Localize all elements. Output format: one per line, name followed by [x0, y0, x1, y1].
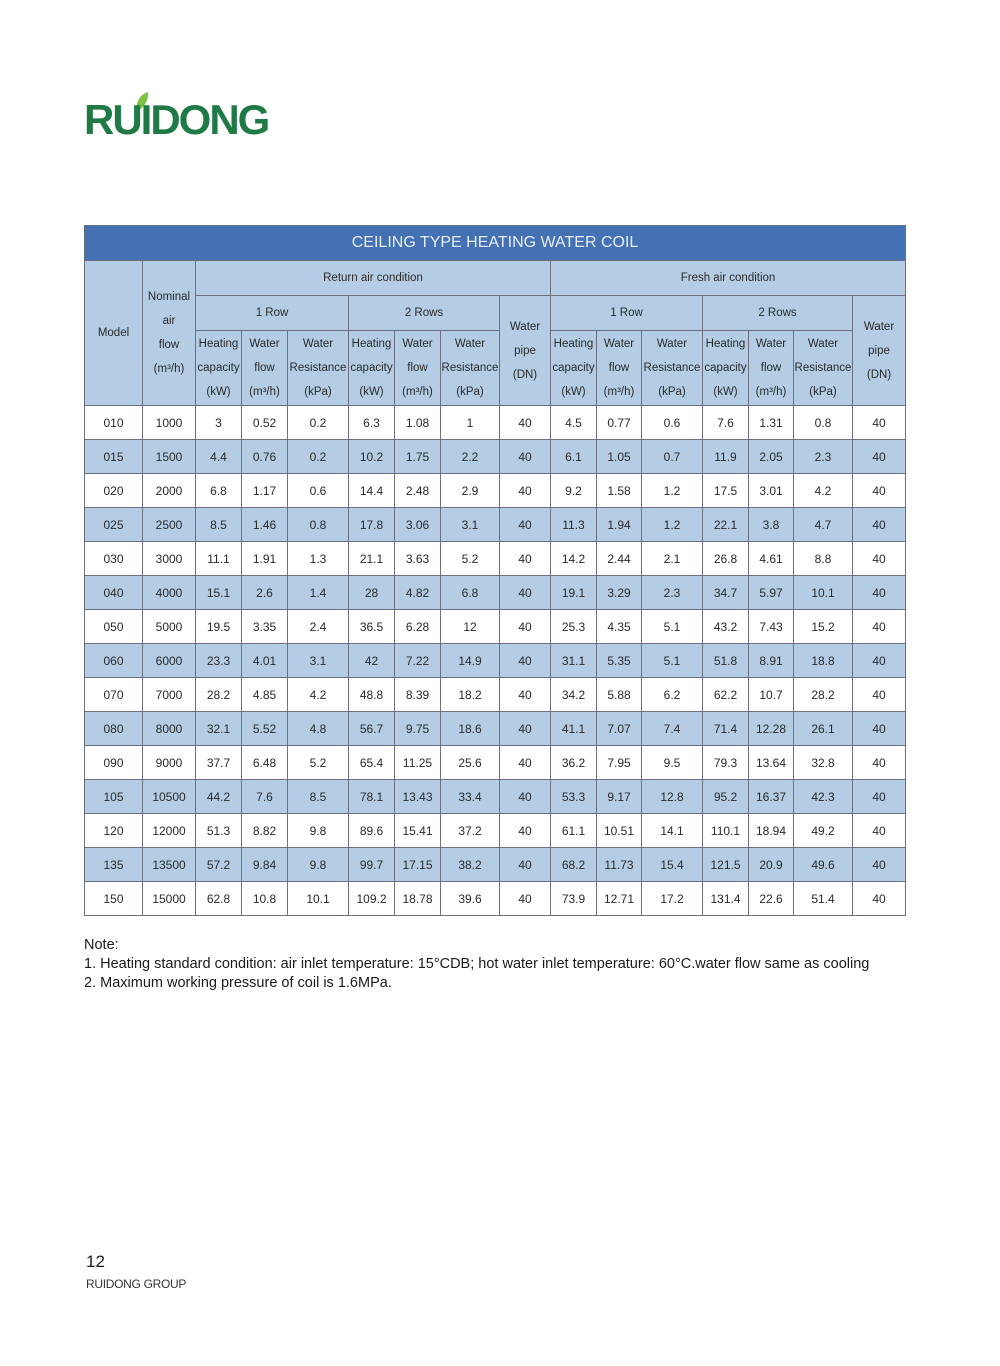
fresh-1row-flow-cell: 1.94 — [597, 508, 642, 542]
fresh-2rows-flow-cell: 20.9 — [749, 848, 794, 882]
model-cell: 070 — [85, 678, 143, 712]
model-cell: 120 — [85, 814, 143, 848]
table-row — [85, 780, 906, 814]
return-2rows-flow-cell: 15.41 — [395, 814, 441, 848]
model-cell: 150 — [85, 882, 143, 916]
nominal-air-flow-cell: 2000 — [143, 474, 196, 508]
fresh-1row-flow-cell: 4.35 — [597, 610, 642, 644]
model-cell: 040 — [85, 576, 143, 610]
return-2rows-heating-cell: 89.6 — [349, 814, 395, 848]
return-1row-resistance-cell: 4.2 — [288, 678, 349, 712]
return-2rows-flow-cell: 11.25 — [395, 746, 441, 780]
fresh-water-pipe-cell: 40 — [853, 780, 906, 814]
fresh-1-row-resistance-header: Water Resistance (kPa) — [642, 331, 703, 406]
return-2rows-resistance-cell: 12 — [441, 610, 500, 644]
return-1row-heating-cell: 4.4 — [196, 440, 242, 474]
fresh-2rows-flow-cell: 16.37 — [749, 780, 794, 814]
fresh-1-row-heating-header: Heating capacity (kW) — [551, 331, 597, 406]
nominal-air-flow-cell: 9000 — [143, 746, 196, 780]
table-row — [85, 848, 906, 882]
fresh-1row-heating-cell: 68.2 — [551, 848, 597, 882]
fresh-water-pipe-cell: 40 — [853, 848, 906, 882]
return-2rows-resistance-cell: 2.9 — [441, 474, 500, 508]
fresh-2rows-resistance-cell: 4.2 — [794, 474, 853, 508]
return-1row-heating-cell: 15.1 — [196, 576, 242, 610]
fresh-2rows-resistance-cell: 49.2 — [794, 814, 853, 848]
model-cell: 105 — [85, 780, 143, 814]
fresh-2rows-heating-cell: 22.1 — [703, 508, 749, 542]
fresh-water-pipe-cell: 40 — [853, 440, 906, 474]
return-1row-flow-cell: 4.85 — [242, 678, 288, 712]
fresh-2rows-resistance-cell: 0.8 — [794, 406, 853, 440]
return-2rows-heating-cell: 6.3 — [349, 406, 395, 440]
fresh-1row-heating-cell: 4.5 — [551, 406, 597, 440]
return-1row-flow-cell: 3.35 — [242, 610, 288, 644]
fresh-1row-resistance-cell: 5.1 — [642, 644, 703, 678]
fresh-1row-heating-cell: 36.2 — [551, 746, 597, 780]
nominal-air-flow-cell: 1000 — [143, 406, 196, 440]
fresh-1row-resistance-cell: 1.2 — [642, 474, 703, 508]
return-water-pipe-header: Water pipe (DN) — [500, 296, 551, 406]
fresh-1row-flow-cell: 12.71 — [597, 882, 642, 916]
footer-company: RUIDONG GROUP — [86, 1277, 187, 1291]
fresh-1-row-flow-header: Water flow (m³/h) — [597, 331, 642, 406]
fresh-water-pipe-header: Water pipe (DN) — [853, 296, 906, 406]
table-row — [85, 610, 906, 644]
return-2rows-resistance-cell: 25.6 — [441, 746, 500, 780]
return-2rows-heating-cell: 42 — [349, 644, 395, 678]
return-water-pipe-cell: 40 — [500, 882, 551, 916]
fresh-water-pipe-cell: 40 — [853, 542, 906, 576]
fresh-2rows-resistance-cell: 18.8 — [794, 644, 853, 678]
fresh-2rows-resistance-cell: 2.3 — [794, 440, 853, 474]
fresh-2rows-heating-cell: 131.4 — [703, 882, 749, 916]
return-1row-resistance-cell: 0.2 — [288, 406, 349, 440]
fresh-water-pipe-cell: 40 — [853, 644, 906, 678]
fresh-1row-flow-cell: 9.17 — [597, 780, 642, 814]
table-row — [85, 678, 906, 712]
fresh-2-rows-heating-header: Heating capacity (kW) — [703, 331, 749, 406]
return-1row-resistance-cell: 9.8 — [288, 848, 349, 882]
return-1-row-resistance-header: Water Resistance (kPa) — [288, 331, 349, 406]
fresh-1row-heating-cell: 73.9 — [551, 882, 597, 916]
fresh-1row-flow-cell: 10.51 — [597, 814, 642, 848]
fresh-2rows-heating-cell: 121.5 — [703, 848, 749, 882]
note-item: 1. Heating standard condition: air inlet temperature: 15°CDB; hot water inlet temperature: 60°C.water flow same as cooling — [84, 956, 870, 972]
fresh-2rows-flow-cell: 2.05 — [749, 440, 794, 474]
table-row — [85, 406, 906, 440]
fresh-water-pipe-cell: 40 — [853, 746, 906, 780]
table-row — [85, 440, 906, 474]
return-2rows-flow-cell: 1.08 — [395, 406, 441, 440]
fresh-1row-heating-cell: 11.3 — [551, 508, 597, 542]
return-water-pipe-cell: 40 — [500, 542, 551, 576]
notes-heading: Note: — [84, 937, 119, 953]
fresh-2rows-resistance-cell: 28.2 — [794, 678, 853, 712]
fresh-2rows-flow-cell: 13.64 — [749, 746, 794, 780]
fresh-water-pipe-cell: 40 — [853, 882, 906, 916]
return-air-condition-header: Return air condition — [196, 261, 551, 296]
return-1-row-header: 1 Row — [196, 296, 349, 331]
return-1row-flow-cell: 4.01 — [242, 644, 288, 678]
return-1row-resistance-cell: 4.8 — [288, 712, 349, 746]
fresh-1row-flow-cell: 3.29 — [597, 576, 642, 610]
return-1row-resistance-cell: 0.2 — [288, 440, 349, 474]
fresh-1row-resistance-cell: 0.6 — [642, 406, 703, 440]
return-water-pipe-cell: 40 — [500, 474, 551, 508]
return-1row-flow-cell: 2.6 — [242, 576, 288, 610]
table-row — [85, 474, 906, 508]
fresh-1row-resistance-cell: 9.5 — [642, 746, 703, 780]
fresh-1row-flow-cell: 5.35 — [597, 644, 642, 678]
return-water-pipe-cell: 40 — [500, 814, 551, 848]
model-cell: 080 — [85, 712, 143, 746]
return-2rows-flow-cell: 17.15 — [395, 848, 441, 882]
nominal-air-flow-cell: 6000 — [143, 644, 196, 678]
return-1row-heating-cell: 3 — [196, 406, 242, 440]
return-2rows-resistance-cell: 37.2 — [441, 814, 500, 848]
return-2-rows-header: 2 Rows — [349, 296, 500, 331]
return-1-row-flow-header: Water flow (m³/h) — [242, 331, 288, 406]
fresh-water-pipe-cell: 40 — [853, 678, 906, 712]
fresh-1row-resistance-cell: 17.2 — [642, 882, 703, 916]
fresh-water-pipe-cell: 40 — [853, 406, 906, 440]
return-2rows-heating-cell: 21.1 — [349, 542, 395, 576]
fresh-2rows-heating-cell: 71.4 — [703, 712, 749, 746]
return-water-pipe-cell: 40 — [500, 678, 551, 712]
return-2rows-flow-cell: 3.06 — [395, 508, 441, 542]
nominal-air-flow-cell: 3000 — [143, 542, 196, 576]
return-water-pipe-cell: 40 — [500, 848, 551, 882]
nominal-air-flow-header: Nominal air flow (m³/h) — [143, 261, 196, 406]
return-1row-resistance-cell: 0.8 — [288, 508, 349, 542]
return-2rows-heating-cell: 36.5 — [349, 610, 395, 644]
return-1row-resistance-cell: 5.2 — [288, 746, 349, 780]
return-1row-resistance-cell: 1.3 — [288, 542, 349, 576]
fresh-2rows-heating-cell: 95.2 — [703, 780, 749, 814]
return-1row-flow-cell: 1.91 — [242, 542, 288, 576]
return-2rows-resistance-cell: 39.6 — [441, 882, 500, 916]
notes — [84, 936, 869, 993]
return-1row-heating-cell: 6.8 — [196, 474, 242, 508]
fresh-1row-resistance-cell: 2.3 — [642, 576, 703, 610]
return-2rows-flow-cell: 18.78 — [395, 882, 441, 916]
fresh-1row-heating-cell: 34.2 — [551, 678, 597, 712]
fresh-2rows-heating-cell: 26.8 — [703, 542, 749, 576]
return-2rows-resistance-cell: 38.2 — [441, 848, 500, 882]
return-1row-heating-cell: 23.3 — [196, 644, 242, 678]
fresh-1row-heating-cell: 14.2 — [551, 542, 597, 576]
fresh-1row-flow-cell: 1.05 — [597, 440, 642, 474]
model-cell: 015 — [85, 440, 143, 474]
nominal-air-flow-cell: 5000 — [143, 610, 196, 644]
fresh-2rows-resistance-cell: 49.6 — [794, 848, 853, 882]
model-cell: 050 — [85, 610, 143, 644]
return-2rows-resistance-cell: 2.2 — [441, 440, 500, 474]
return-2rows-heating-cell: 109.2 — [349, 882, 395, 916]
fresh-2rows-heating-cell: 7.6 — [703, 406, 749, 440]
fresh-2rows-flow-cell: 12.28 — [749, 712, 794, 746]
return-water-pipe-cell: 40 — [500, 644, 551, 678]
table-row — [85, 882, 906, 916]
fresh-2rows-flow-cell: 10.7 — [749, 678, 794, 712]
return-1row-heating-cell: 32.1 — [196, 712, 242, 746]
return-1row-resistance-cell: 9.8 — [288, 814, 349, 848]
fresh-2-rows-resistance-header: Water Resistance (kPa) — [794, 331, 853, 406]
return-2rows-resistance-cell: 6.8 — [441, 576, 500, 610]
nominal-air-flow-cell: 1500 — [143, 440, 196, 474]
return-1row-heating-cell: 44.2 — [196, 780, 242, 814]
return-1row-resistance-cell: 10.1 — [288, 882, 349, 916]
return-2-rows-flow-header: Water flow (m³/h) — [395, 331, 441, 406]
fresh-2rows-heating-cell: 17.5 — [703, 474, 749, 508]
fresh-1row-resistance-cell: 15.4 — [642, 848, 703, 882]
table-row — [85, 508, 906, 542]
fresh-1-row-header: 1 Row — [551, 296, 703, 331]
return-water-pipe-cell: 40 — [500, 780, 551, 814]
fresh-1row-resistance-cell: 7.4 — [642, 712, 703, 746]
model-cell: 090 — [85, 746, 143, 780]
fresh-1row-resistance-cell: 12.8 — [642, 780, 703, 814]
nominal-air-flow-cell: 7000 — [143, 678, 196, 712]
return-2rows-resistance-cell: 5.2 — [441, 542, 500, 576]
fresh-water-pipe-cell: 40 — [853, 712, 906, 746]
return-1row-resistance-cell: 3.1 — [288, 644, 349, 678]
fresh-water-pipe-cell: 40 — [853, 576, 906, 610]
return-2rows-resistance-cell: 18.2 — [441, 678, 500, 712]
return-2rows-heating-cell: 14.4 — [349, 474, 395, 508]
table-row — [85, 644, 906, 678]
return-2-rows-resistance-header: Water Resistance (kPa) — [441, 331, 500, 406]
nominal-air-flow-cell: 2500 — [143, 508, 196, 542]
model-cell: 030 — [85, 542, 143, 576]
return-1row-heating-cell: 11.1 — [196, 542, 242, 576]
return-2rows-flow-cell: 3.63 — [395, 542, 441, 576]
return-2rows-flow-cell: 2.48 — [395, 474, 441, 508]
fresh-water-pipe-cell: 40 — [853, 474, 906, 508]
fresh-2rows-resistance-cell: 15.2 — [794, 610, 853, 644]
return-1row-flow-cell: 5.52 — [242, 712, 288, 746]
return-2rows-resistance-cell: 18.6 — [441, 712, 500, 746]
return-1row-flow-cell: 0.76 — [242, 440, 288, 474]
return-1row-resistance-cell: 2.4 — [288, 610, 349, 644]
fresh-2rows-flow-cell: 8.91 — [749, 644, 794, 678]
fresh-2rows-resistance-cell: 32.8 — [794, 746, 853, 780]
return-1row-flow-cell: 1.46 — [242, 508, 288, 542]
table-row — [85, 746, 906, 780]
fresh-1row-resistance-cell: 0.7 — [642, 440, 703, 474]
fresh-2rows-flow-cell: 5.97 — [749, 576, 794, 610]
fresh-water-pipe-cell: 40 — [853, 508, 906, 542]
return-1-row-heating-header: Heating capacity (kW) — [196, 331, 242, 406]
nominal-air-flow-cell: 13500 — [143, 848, 196, 882]
fresh-1row-flow-cell: 5.88 — [597, 678, 642, 712]
fresh-2rows-resistance-cell: 42.3 — [794, 780, 853, 814]
ruidong-logo — [84, 92, 284, 144]
fresh-1row-resistance-cell: 6.2 — [642, 678, 703, 712]
fresh-1row-heating-cell: 19.1 — [551, 576, 597, 610]
return-2rows-flow-cell: 9.75 — [395, 712, 441, 746]
fresh-2-rows-flow-header: Water flow (m³/h) — [749, 331, 794, 406]
return-1row-heating-cell: 62.8 — [196, 882, 242, 916]
return-2rows-heating-cell: 65.4 — [349, 746, 395, 780]
logo-text: RUIDONG — [84, 96, 269, 143]
return-2rows-resistance-cell: 1 — [441, 406, 500, 440]
fresh-2rows-heating-cell: 110.1 — [703, 814, 749, 848]
fresh-2rows-heating-cell: 11.9 — [703, 440, 749, 474]
return-water-pipe-cell: 40 — [500, 440, 551, 474]
fresh-1row-heating-cell: 61.1 — [551, 814, 597, 848]
fresh-2rows-flow-cell: 4.61 — [749, 542, 794, 576]
return-1row-heating-cell: 19.5 — [196, 610, 242, 644]
fresh-1row-flow-cell: 7.95 — [597, 746, 642, 780]
fresh-2rows-resistance-cell: 51.4 — [794, 882, 853, 916]
fresh-2rows-resistance-cell: 26.1 — [794, 712, 853, 746]
fresh-2-rows-header: 2 Rows — [703, 296, 853, 331]
return-2rows-flow-cell: 1.75 — [395, 440, 441, 474]
return-2rows-flow-cell: 4.82 — [395, 576, 441, 610]
fresh-2rows-resistance-cell: 4.7 — [794, 508, 853, 542]
return-2rows-flow-cell: 7.22 — [395, 644, 441, 678]
return-2rows-heating-cell: 56.7 — [349, 712, 395, 746]
fresh-2rows-heating-cell: 79.3 — [703, 746, 749, 780]
fresh-1row-resistance-cell: 14.1 — [642, 814, 703, 848]
return-1row-flow-cell: 6.48 — [242, 746, 288, 780]
table-row — [85, 576, 906, 610]
return-1row-flow-cell: 1.17 — [242, 474, 288, 508]
fresh-1row-resistance-cell: 5.1 — [642, 610, 703, 644]
model-cell: 135 — [85, 848, 143, 882]
return-water-pipe-cell: 40 — [500, 508, 551, 542]
return-1row-heating-cell: 28.2 — [196, 678, 242, 712]
return-2rows-resistance-cell: 3.1 — [441, 508, 500, 542]
table-title: CEILING TYPE HEATING WATER COIL — [85, 226, 906, 261]
return-2rows-resistance-cell: 33.4 — [441, 780, 500, 814]
return-1row-flow-cell: 10.8 — [242, 882, 288, 916]
return-2rows-heating-cell: 99.7 — [349, 848, 395, 882]
model-cell: 020 — [85, 474, 143, 508]
return-1row-heating-cell: 57.2 — [196, 848, 242, 882]
fresh-2rows-flow-cell: 18.94 — [749, 814, 794, 848]
return-2rows-flow-cell: 6.28 — [395, 610, 441, 644]
nominal-air-flow-cell: 8000 — [143, 712, 196, 746]
return-1row-resistance-cell: 8.5 — [288, 780, 349, 814]
return-1row-flow-cell: 0.52 — [242, 406, 288, 440]
return-water-pipe-cell: 40 — [500, 746, 551, 780]
heating-coil-spec-table — [84, 225, 906, 916]
return-2-rows-heating-header: Heating capacity (kW) — [349, 331, 395, 406]
page-number: 12 — [86, 1252, 105, 1271]
fresh-2rows-heating-cell: 43.2 — [703, 610, 749, 644]
model-cell: 060 — [85, 644, 143, 678]
return-1row-heating-cell: 51.3 — [196, 814, 242, 848]
note-item: 2. Maximum working pressure of coil is 1.6MPa. — [84, 975, 392, 991]
return-2rows-heating-cell: 48.8 — [349, 678, 395, 712]
fresh-water-pipe-cell: 40 — [853, 610, 906, 644]
return-2rows-heating-cell: 10.2 — [349, 440, 395, 474]
fresh-1row-heating-cell: 9.2 — [551, 474, 597, 508]
return-1row-resistance-cell: 1.4 — [288, 576, 349, 610]
fresh-2rows-heating-cell: 51.8 — [703, 644, 749, 678]
fresh-2rows-flow-cell: 3.01 — [749, 474, 794, 508]
fresh-1row-heating-cell: 41.1 — [551, 712, 597, 746]
fresh-2rows-flow-cell: 7.43 — [749, 610, 794, 644]
fresh-2rows-resistance-cell: 8.8 — [794, 542, 853, 576]
return-2rows-resistance-cell: 14.9 — [441, 644, 500, 678]
table-row — [85, 814, 906, 848]
fresh-1row-flow-cell: 7.07 — [597, 712, 642, 746]
return-1row-heating-cell: 8.5 — [196, 508, 242, 542]
return-water-pipe-cell: 40 — [500, 610, 551, 644]
fresh-2rows-heating-cell: 62.2 — [703, 678, 749, 712]
fresh-2rows-heating-cell: 34.7 — [703, 576, 749, 610]
return-1row-flow-cell: 9.84 — [242, 848, 288, 882]
fresh-1row-heating-cell: 53.3 — [551, 780, 597, 814]
fresh-1row-heating-cell: 31.1 — [551, 644, 597, 678]
model-cell: 025 — [85, 508, 143, 542]
return-2rows-flow-cell: 8.39 — [395, 678, 441, 712]
fresh-1row-flow-cell: 0.77 — [597, 406, 642, 440]
fresh-2rows-flow-cell: 22.6 — [749, 882, 794, 916]
fresh-1row-flow-cell: 1.58 — [597, 474, 642, 508]
nominal-air-flow-cell: 12000 — [143, 814, 196, 848]
return-2rows-heating-cell: 78.1 — [349, 780, 395, 814]
return-2rows-flow-cell: 13.43 — [395, 780, 441, 814]
fresh-1row-heating-cell: 6.1 — [551, 440, 597, 474]
fresh-2rows-flow-cell: 3.8 — [749, 508, 794, 542]
table-row — [85, 542, 906, 576]
table-row — [85, 712, 906, 746]
return-water-pipe-cell: 40 — [500, 406, 551, 440]
return-2rows-heating-cell: 28 — [349, 576, 395, 610]
return-1row-flow-cell: 7.6 — [242, 780, 288, 814]
fresh-water-pipe-cell: 40 — [853, 814, 906, 848]
fresh-2rows-flow-cell: 1.31 — [749, 406, 794, 440]
fresh-1row-flow-cell: 2.44 — [597, 542, 642, 576]
return-water-pipe-cell: 40 — [500, 576, 551, 610]
nominal-air-flow-cell: 15000 — [143, 882, 196, 916]
return-water-pipe-cell: 40 — [500, 712, 551, 746]
nominal-air-flow-cell: 10500 — [143, 780, 196, 814]
fresh-air-condition-header: Fresh air condition — [551, 261, 906, 296]
model-cell: 010 — [85, 406, 143, 440]
fresh-1row-resistance-cell: 2.1 — [642, 542, 703, 576]
model-header: Model — [85, 261, 143, 406]
fresh-1row-resistance-cell: 1.2 — [642, 508, 703, 542]
fresh-1row-flow-cell: 11.73 — [597, 848, 642, 882]
return-1row-flow-cell: 8.82 — [242, 814, 288, 848]
fresh-2rows-resistance-cell: 10.1 — [794, 576, 853, 610]
nominal-air-flow-cell: 4000 — [143, 576, 196, 610]
fresh-1row-heating-cell: 25.3 — [551, 610, 597, 644]
return-1row-resistance-cell: 0.6 — [288, 474, 349, 508]
return-2rows-heating-cell: 17.8 — [349, 508, 395, 542]
return-1row-heating-cell: 37.7 — [196, 746, 242, 780]
